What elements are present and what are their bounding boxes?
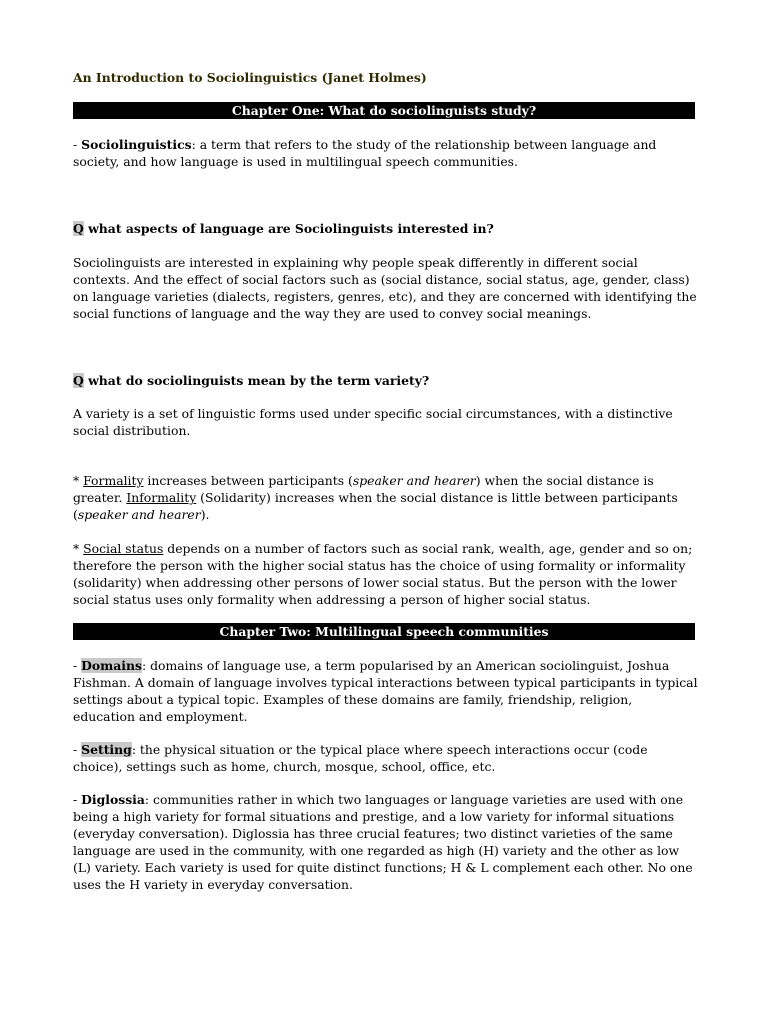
diglossia-definition: [73, 791, 698, 893]
formality-italic-2: speaker and hearer: [77, 507, 201, 522]
formality-text-3: (Solidarity) increases when the social distance is little between participants (: [73, 490, 678, 522]
question-marker: Q: [73, 221, 84, 236]
definition-dash: -: [73, 742, 82, 757]
question-text: what aspects of language are Sociolinguists interested in?: [83, 221, 494, 236]
formality-text-2: ) when the social distance is greater.: [73, 473, 654, 505]
formality-text-4: ).: [200, 507, 210, 522]
domains-text: : domains of language use, a term popularised by an American sociolinguist, Joshua Fishman. A domain of language involves typical interactions between typical participants in typical settings about a typical topic. Examples of these domains are family, friendship, religion, education and employment.: [73, 658, 698, 724]
domains-definition: [73, 657, 698, 725]
sociolinguistics-definition: [73, 136, 698, 170]
setting-text: : the physical situation or the typical place where speech interactions occur (code choice), settings such as home, church, mosque, school, office, etc.: [73, 742, 648, 774]
formality-note: [73, 472, 698, 523]
question-marker: Q: [73, 373, 84, 388]
formality-italic-1: speaker and hearer: [352, 473, 476, 488]
domains-term: Domains: [81, 658, 142, 673]
question-variety: [73, 372, 698, 389]
definition-dash: -: [73, 137, 82, 152]
definition-text: : a term that refers to the study of the relationship between language and society, and how language is used in multilingual speech communities.: [73, 137, 657, 169]
answer-aspects: Sociolinguists are interested in explaining why people speak differently in different social contexts. And the effect of social factors such as (social distance, social status, age, gender, class) on language varieties (dialects, registers, genres, etc), and they are concerned with identifying the social functions of language and the way they are used to convey social meanings.: [73, 255, 697, 321]
social-status-text: depends on a number of factors such as social rank, wealth, age, gender and so on; therefore the person with the higher social status has the choice of using formality or informality (solidarity) when addressing other persons of lower social status. But the person with the lower social status uses only formality when addressing a person of higher social status.: [73, 541, 693, 607]
bullet-star: *: [73, 473, 84, 488]
question-text: what do sociolinguists mean by the term variety?: [83, 373, 430, 388]
bullet-star: *: [73, 541, 84, 556]
setting-term: Setting: [81, 742, 132, 757]
social-status-term: Social status: [83, 541, 164, 556]
formality-text-1: increases between participants (: [143, 473, 353, 488]
diglossia-text: : communities rather in which two languages or language varieties are used with one being a high variety for formal situations and prestige, and a low variety for informal situations (everyday conversation). Diglossia has three crucial features; two distinct varieties of the same language are used in the community, with one regarded as high (H) variety and the other as low (L) variety. Each variety is used for quite distinct functions; H & L complement each other. No one uses the H variety in everyday conversation.: [73, 792, 693, 892]
definition-dash: -: [73, 792, 82, 807]
setting-definition: [73, 741, 698, 775]
formality-term: Formality: [83, 473, 144, 488]
definition-term: Sociolinguistics: [81, 137, 192, 152]
document-title: An Introduction to Sociolinguistics (Janet Holmes): [73, 70, 427, 85]
chapter-one-heading: Chapter One: What do sociolinguists study?: [73, 102, 695, 119]
answer-variety: A variety is a set of linguistic forms used under specific social circumstances, with a distinctive social distribution.: [73, 406, 673, 438]
diglossia-term: Diglossia: [81, 792, 145, 807]
definition-dash: -: [73, 658, 82, 673]
informality-term: Informality: [126, 490, 197, 505]
question-aspects: [73, 220, 698, 237]
social-status-note: [73, 540, 698, 608]
chapter-two-heading: Chapter Two: Multilingual speech communities: [73, 623, 695, 640]
